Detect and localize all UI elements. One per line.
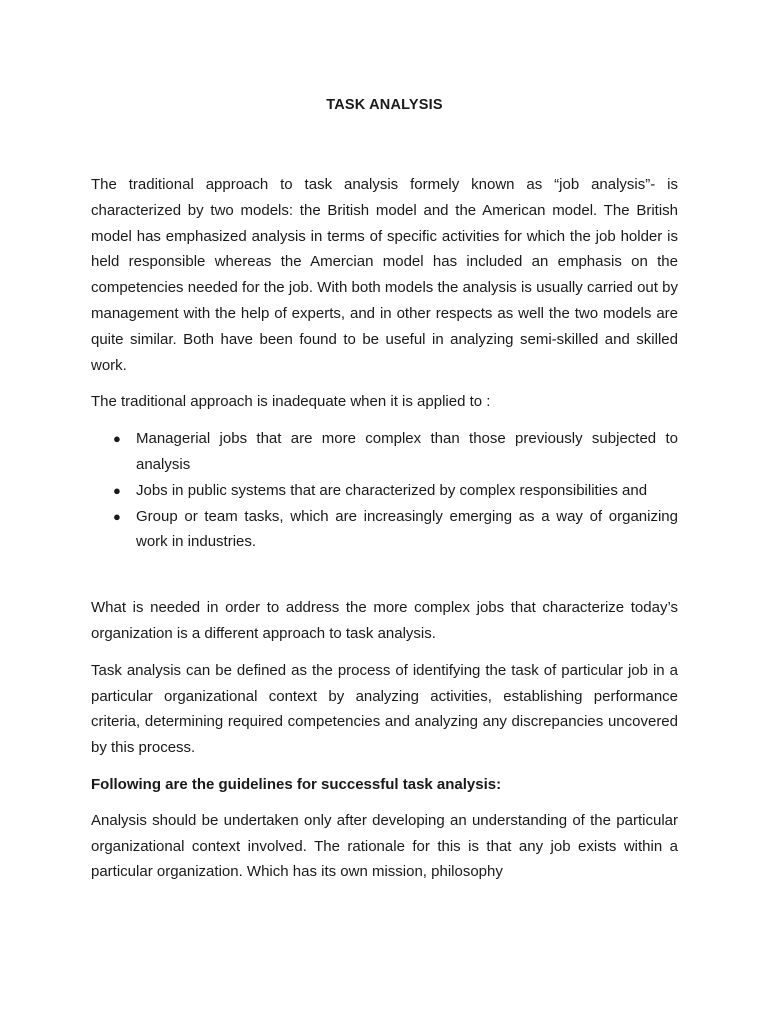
bullet-item-group-tasks <box>113 504 678 556</box>
paragraph-analysis-context: Analysis should be undertaken only after developing an understanding of the particular organizational context involved. The rationale for this is that any job exists within a particular organization. Which has its own mission, philosophy <box>91 811 678 881</box>
bullet-text: Jobs in public systems that are characterized by complex responsibilities and <box>136 481 648 499</box>
paragraph-definition: Task analysis can be defined as the process of identifying the task of particular job in a particular organizational context by analyzing activities, establishing performance criteria, determining required competencies and analyzing any discrepancies uncovered by this process. <box>91 661 678 757</box>
bullet-item-managerial <box>113 426 678 478</box>
bullet-dot-icon: ● <box>113 508 121 524</box>
paragraph-what-is-needed: What is needed in order to address the more complex jobs that characterize today’s organization is a different approach to task analysis. <box>91 599 678 642</box>
bullet-dot-icon: ● <box>113 482 121 498</box>
bullet-text: Group or team tasks, which are increasingly emerging as a way of organizing work in industries. <box>136 507 678 551</box>
heading-guidelines: Following are the guidelines for successful task analysis: <box>91 775 502 793</box>
document-title: TASK ANALYSIS <box>326 97 443 113</box>
spacer <box>91 555 678 595</box>
bullet-item-public-systems <box>113 478 678 504</box>
bullet-dot-icon: ● <box>113 431 121 447</box>
bullet-text: Managerial jobs that are more complex than those previously subjected to analysis <box>136 430 678 473</box>
bullet-list <box>91 426 678 555</box>
paragraph-traditional-approach: The traditional approach to task analysis formely known as “job analysis”- is characterized by two models: the British model and the American model. The British model has emphasized analysis in terms of specific activities for which the job holder is held responsible whereas the Amercian model has included an emphasis on the competencies needed for the job. With both models the analysis is usually carried out by management with the help of experts, and in other respects as well the two models are quite similar. Both have been found to be useful in analyzing semi-skilled and skilled work. <box>91 176 678 374</box>
paragraph-inadequate: The traditional approach is inadequate when it is applied to : <box>91 393 491 411</box>
